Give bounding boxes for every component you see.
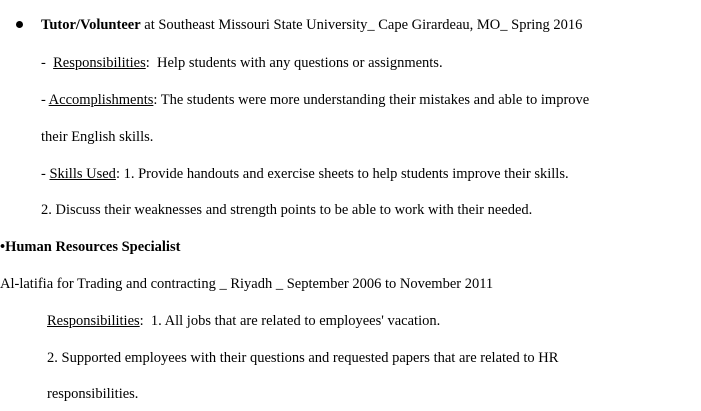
accomplishments-label: Accomplishments <box>48 92 154 108</box>
entry-1-accomplishments-cont: their English skills. <box>41 129 154 145</box>
job-title: Tutor/Volunteer <box>41 17 141 33</box>
job-title: Human Resources Specialist <box>5 239 181 255</box>
job-details: at Southeast Missouri State University_ Cape Girardeau, MO_ Spring 2016 <box>140 17 583 33</box>
accomplishments-text: : The students were more understanding their mistakes and able to improve <box>153 92 590 108</box>
entry-1-accomplishments <box>41 91 589 109</box>
entry-2-heading <box>0 238 180 256</box>
responsibilities-label: Responsibilities <box>53 55 146 71</box>
entry-2-responsibilities-cont: 2. Supported employees with their questions and requested papers that are related to HR <box>47 350 559 366</box>
bullet-icon <box>16 21 23 28</box>
entry-2-responsibilities <box>47 312 440 330</box>
entry-1-skills <box>41 165 569 183</box>
entry-1-responsibilities <box>41 54 443 72</box>
responsibilities-text: : Help students with any questions or assignments. <box>145 55 443 71</box>
entry-2-company: Al-latifia for Trading and contracting _ Riyadh _ September 2006 to November 2011 <box>0 276 494 292</box>
prefix: - <box>41 166 50 182</box>
entry-2-responsibilities-cont-2: responsibilities. <box>47 386 139 402</box>
skills-label: Skills Used <box>49 166 116 182</box>
prefix: - <box>41 92 49 108</box>
bullet-icon: • <box>0 239 6 255</box>
prefix: - <box>41 55 54 71</box>
skills-text: : 1. Provide handouts and exercise sheets to help students improve their skills. <box>115 166 569 182</box>
responsibilities-label: Responsibilities <box>47 313 140 329</box>
responsibilities-text: : 1. All jobs that are related to employees' vacation. <box>139 313 441 329</box>
entry-1-heading <box>41 16 582 34</box>
entry-1-skills-cont: 2. Discuss their weaknesses and strength points to be able to work with their needed. <box>41 202 533 218</box>
